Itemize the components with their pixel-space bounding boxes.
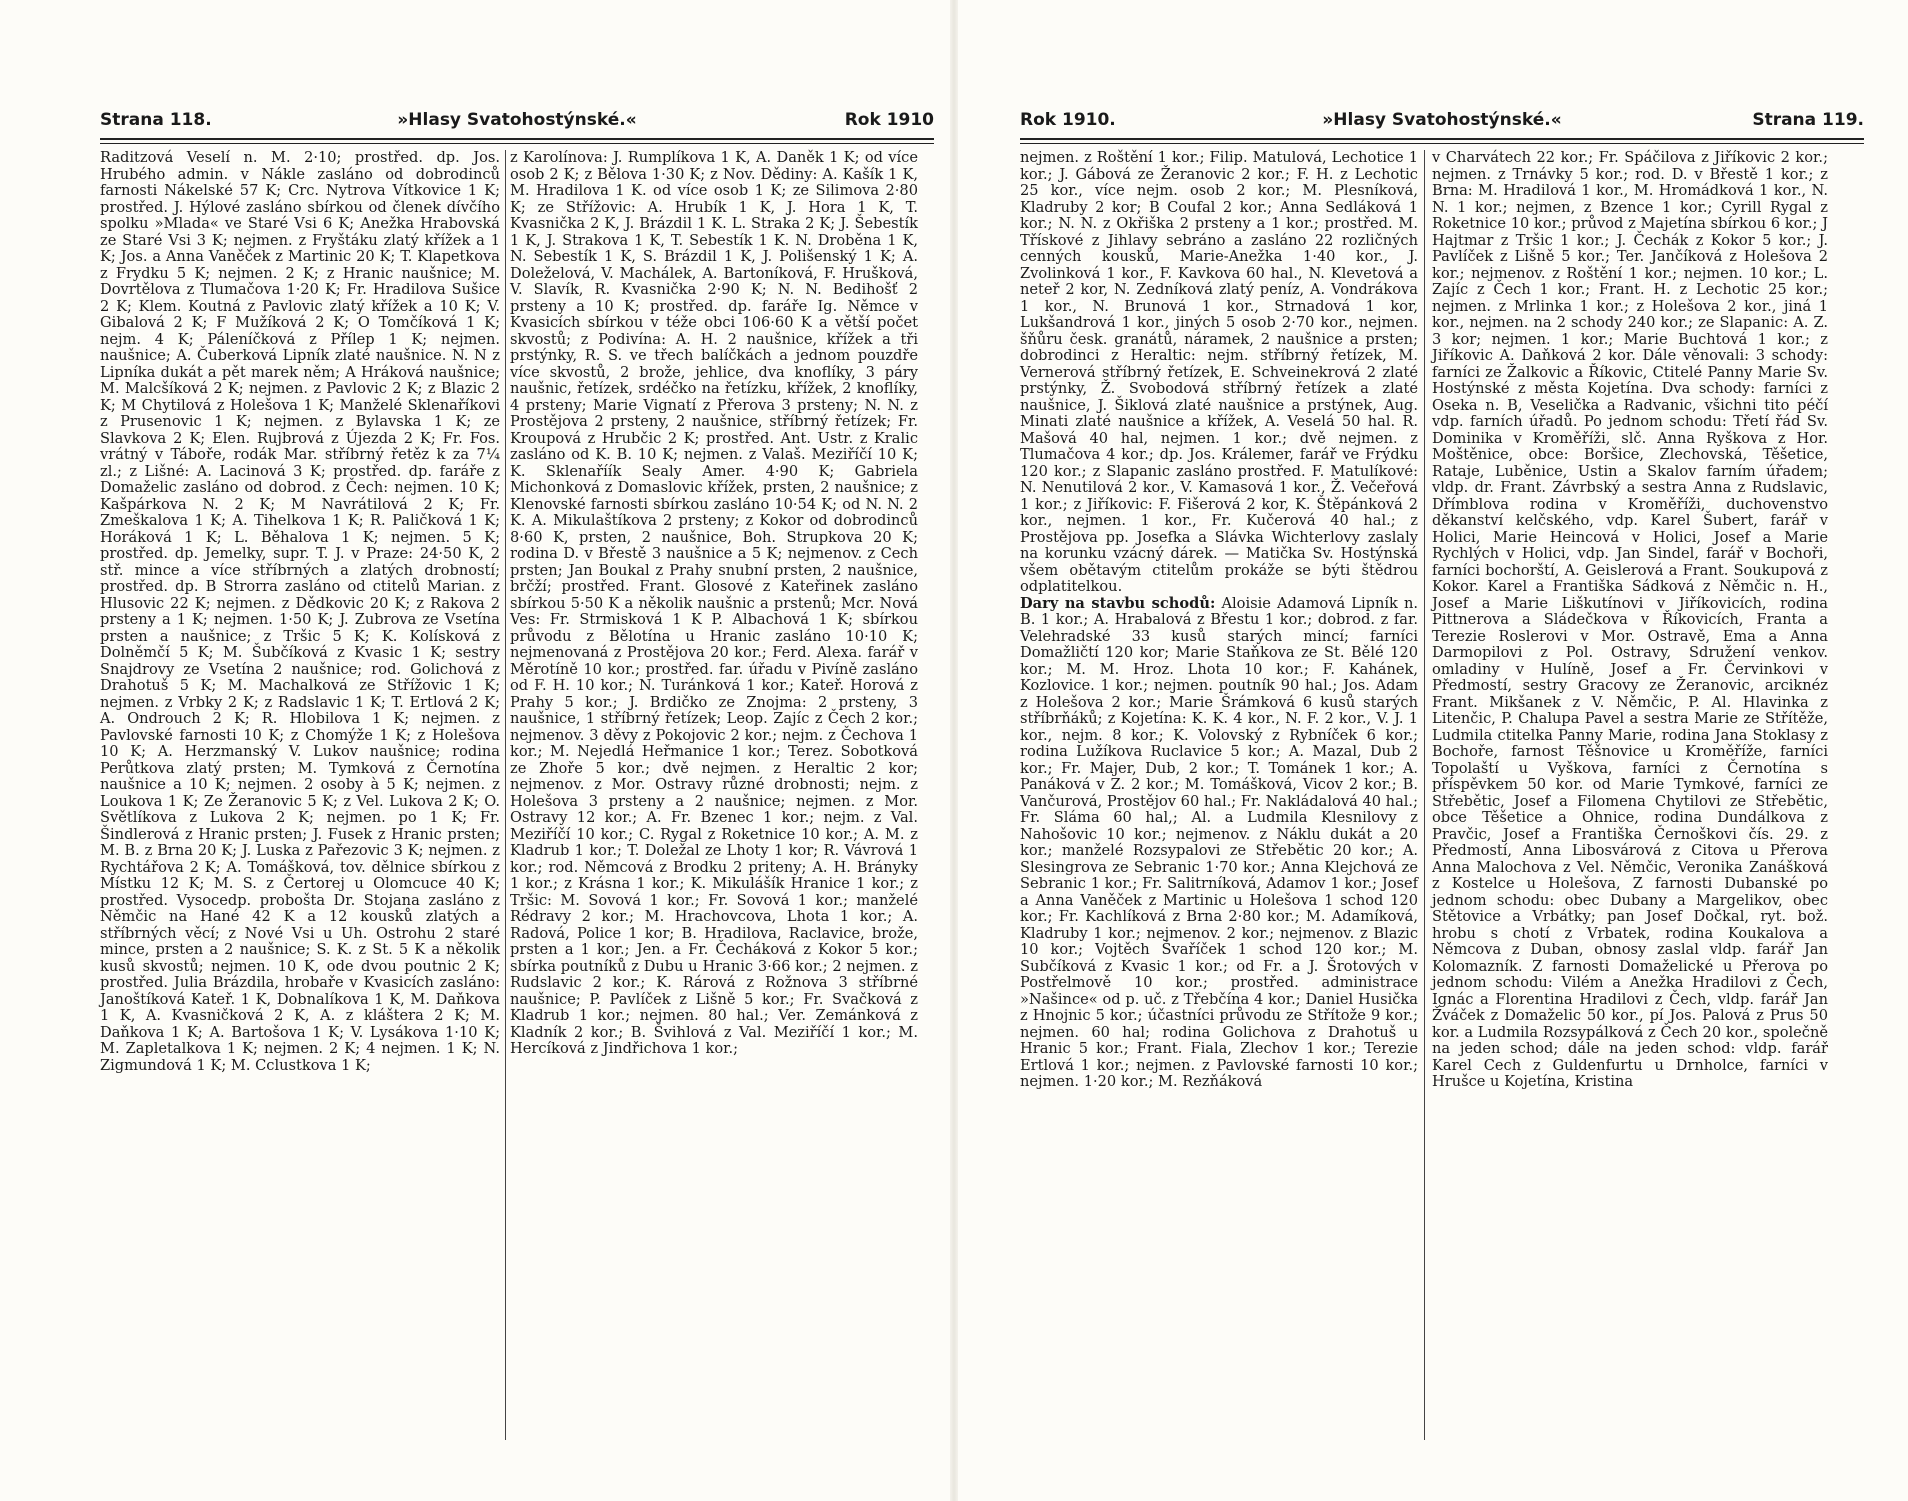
- right-page-number: Strana 119.: [1752, 110, 1864, 130]
- right-page-header: [1020, 110, 1864, 136]
- right-column-divider: [1424, 150, 1425, 1440]
- left-column-2-text: z Karolínova: J. Rumplíkova 1 K, A. Daněk 1 K; od více osob 2 K; z Bělova 1·30 K; z Nov. Dědiny: A. Kašík 1 K, M. Hradilova 1 K. od více osob 1 K; ze Silimova 2·80 K; ze Střížovic: A. Hrubík 1 K, J. Hora 1 K, T. Kvasnička 2 K, J. Brázdil 1 K. L. Straka 2 K; J. Šebestík 1 K, J. Strakova 1 K, T. Sebestík 1 K. N. Droběna 1 K, N. Sebestík 1 K, S. Brázdil 1 K, J. Polišenský 1 K; A. Doleželová, V. Machálek, A. Bartoníková, F. Hrušková, V. Slavík, R. Kvasnička 2·90 K; N. N. Bedihošť 2 prsteny a 10 K; prostřed. dp. faráře Ig. Němce v Kvasicích sbírkou v téže obci 106·60 K a větší počet skvostů; z Podivína: A. H. 2 naušnice, křížek a tři prstýnky, R. S. ve třech balíčkách a jednom pouzdře více skvostů, 2 brože, jehlice, dva knoflíky, 3 páry naušnic, řetízek, srdéčko na řetízku, křížek, 2 knoflíky, 4 prsteny; Marie Vignatí z Přerova 3 prsteny; N. N. z Prostějova 2 prsteny, 2 naušnice, stříbrný řetízek; Fr. Kroupová z Hrubčic 2 K; prostřed. Ant. Ustr. z Kralic zasláno od K. B. 10 K; nejmen. z Valaš. Meziříčí 10 K; K. Sklenaříík Sealy Amer. 4·90 K; Gabriela Michonková z Domaslovic křížek, prsten, 2 naušnice; z Klenovské farnosti sbírkou zasláno 10·54 K; od N. N. 2 K. A. Mikulaštíkova 2 prsteny; z Kokor od dobrodinců 8·60 K, prsten, 2 naušnice, Boh. Strupkova 20 K; rodina D. v Břestě 3 naušnice a 5 K; nejmenov. z Cech prsten; Jan Boukal z Prahy snubní prsten, 2 naušnice, brčží; prostřed. Frant. Glosové z Kateřinek zasláno sbírkou 5·50 K a několik naušnic a prstenů; Mcr. Nová Ves: Fr. Strmisková 1 K P. Albachová 1 K; sbírkou průvodu z Bělotína u Hranic zasláno 10·10 K; nejmenovaná z Prostějova 20 kor.; Ferd. Alexa. farář v Měrotíně 10 kor.; prostřed. far. úřadu v Pivíně zasláno od F. H. 10 kor.; N. Turánková 1 kor.; Kateř. Horová z Prahy 5 kor.; J. Brdičko ze Znojma: 2 prsteny, 3 naušnice, 1 stříbrný řetízek; Leop. Zajíc z Čech 2 kor.; nejmenov. 3 děvy z Pokojovic 2 kor.; nejm. z Čechova 1 kor.; M. Nejedlá Heřmanice 1 kor.; Terez. Sobotková ze Zhoře 5 kor.; dvě nejmen. z Heraltic 2 kor; nejmenov. z Mor. Ostravy různé drobnosti; nejm. z Holešova 3 prsteny a 2 naušnice; nejmen. z Mor. Ostravy 12 kor.; A. Fr. Bzenec 1 kor.; nejm. z Val. Meziříčí 10 kor.; C. Rygal z Roketnice 10 kor.; A. M. z Kladrub 1 kor.; T. Doležal ze Lhoty 1 kor; R. Vávrová 1 kor.; rod. Němcová z Brodku 2 priteny; A. H. Brányky 1 kor.; z Krásna 1 kor.; K. Mikulášík Hranice 1 kor.; z Tršic: M. Sovová 1 kor.; Fr. Sovová 1 kor.; manželé Rédravy 2 kor.; M. Hrachovcova, Lhota 1 kor.; A. Radová, Police 1 kor; B. Hradilova, Raclavice, brože, prsten a 1 kor.; Jen. a Fr. Čecháková z Kokor 5 kor.; sbírka poutníků z Dubu u Hranic 3·66 kor.; 2 nejmen. z Rudslavic 2 kor.; K. Rárová z Rožnova 3 stříbrné naušnice; P. Pavlíček z Lišně 5 kor.; Fr. Svačková z Kladrub 1 kor.; nejmen. 80 hal.; Ver. Zemánková z Kladník 2 kor.; B. Švihlová z Val. Meziříčí 1 kor.; M. Hercíková z Jindřichova 1 kor.;: [510, 149, 918, 1057]
- right-column-1-text-b: Aloisie Adamová Lipník n. B. 1 kor.; A. Hrabalová z Břestu 1 kor.; dobrod. z far. Velehradské 33 kusů starých mincí; farníci Domažličtí 120 kor; Marie Staňkova ze St. Bělé 120 kor.; M. M. Hroz. Lhota 10 kor.; F. Kahánek, Kozlovice. 1 kor.; nejmen. poutník 90 hal.; Jos. Adam z Holešova 2 kor.; Marie Šrámková 6 kusů starých stříbrňáků; z Kojetína: K. K. 4 kor., N. F. 2 kor., V. J. 1 kor., nejm. 8 kor.; K. Volovský z Rybníček 6 kor.; rodina Lužíkova Ruclavice 5 kor.; A. Mazal, Dub 2 kor.; Fr. Majer, Dub, 2 kor.; T. Tománek 1 kor.; A. Panáková v Z. 2 kor.; M. Tomášková, Vicov 2 kor.; B. Vančurová, Prostějov 60 hal.; Fr. Nakládalová 40 hal.; Fr. Sláma 60 hal,; Al. a Ludmila Klesnilovy z Nahošovic 10 kor.; nejmenov. z Náklu dukát a 20 kor.; manželé Rozsypalovi ze Střebětic 20 kor.; A. Slesingrova ze Sebranic 1·70 kor.; Anna Klejchová ze Sebranic 1 kor.; Fr. Salitrníková, Adamov 1 kor.; Josef a Anna Vaněček z Martinic u Holešova 1 schod 120 kor.; Fr. Kachlíková z Brna 2·80 kor.; M. Adamíková, Kladruby 1 kor.; nejmenov. 2 kor.; nejmenov. z Blazic 10 kor.; Vojtěch Švaříček 1 schod 120 kor.; M. Subčíková z Kvasic 1 kor.; od Fr. a J. Šrotových v Postřelmově 10 kor.; prostřed. administrace »Našince« od p. uč. z Třebčína 4 kor.; Daniel Husička z Hnojnic 5 kor.; účastníci průvodu ze Střítože 9 kor.; nejmen. 60 hal; rodina Golichova z Drahotuš u Hranic 5 kor.; Frant. Fiala, Zlechov 1 kor.; Terezie Ertlová 1 kor.; nejmen. z Pavlovské farnosti 10 kor.; nejmen. 1·20 kor.; M. Rezňáková: [1020, 594, 1419, 1090]
- left-column-divider: [505, 150, 506, 1440]
- left-column-2: [510, 150, 918, 1058]
- left-column-1-text: Raditzová Veselí n. M. 2·10; prostřed. dp. Jos. Hrubého admin. v Nákle zasláno od dobrodinců farnosti Nákelské 57 K; Crc. Nytrova Vítkovice 1 K; prostřed. J. Hýlové zasláno sbírkou od členek dívčího spolku »Mlada« ve Staré Vsi 6 K; Anežka Hrabovská ze Staré Vsi 3 K; nejmen. z Fryštáku zlatý křížek a 1 K; Jos. a Anna Vaněček z Martinic 20 K; T. Klapetkova z Frydku 5 K; nejmen. 2 K; z Hranic naušnice; M. Dovrtělova z Tlumačova 1·20 K; Fr. Hradilova Sušice 2 K; Klem. Koutná z Pavlovic zlatý křížek a 10 K; V. Gibalová 2 K; F Mužíková 2 K; O Tomčíková 1 K; nejm. 4 K; Páleníčková z Přílep 1 K; nejmen. naušnice; A. Čuberková Lipník zlaté naušnice. N. N z Lipníka dukát a pět marek něm; A Hráková naušnice; M. Malcšíková 2 K; nejmen. z Pavlovic 2 K; z Blazic 2 K; M Chytilová z Holešova 1 K; Manželé Sklenaříkovi z Prusenovic 1 K; nejmen. z Bylavska 1 K; ze Slavkova 2 K; Elen. Rujbrová z Újezda 2 K; Fr. Fos. vrátný v Táboře, rodák Mar. stříbrný řetěz k za 7¼ zl.; z Lišné: A. Lacinová 3 K; prostřed. dp. faráře z Domaželic zasláno od dobrod. z Čech: nejmen. 10 K; Kašpárkova N. 2 K; M Navrátilová 2 K; Fr. Zmeškalova 1 K; A. Tihelkova 1 K; R. Paličková 1 K; Horáková 1 K; L. Běhalova 1 K; nejmen. 5 K; prostřed. dp. Jemelky, supr. T. J. v Praze: 24·50 K, 2 stř. mince a více stříbrných a zlatých drobností; prostřed. dp. B Strorra zasláno od ctitelů Marian. z Hlusovic 22 K; nejmen. z Dědkovic 20 K; z Rakova 2 prsteny a 1 K; nejmen. 1·50 K; J. Zubrova ze Vsetína prsten a naušnice; z Tršic 5 K; K. Kolísková z Dolněmčí 5 K; M. Šubčíková z Kvasic 1 K; sestry Snajdrovy ze Vsetína 2 naušnice; rod. Golichová z Drahotuš 5 K; M. Machalková ze Střížovic 1 K; nejmen. z Vrbky 2 K; z Radslavic 1 K; T. Ertlová 2 K; A. Ondrouch 2 K; R. Hlobilova 1 K; nejmen. z Pavlovské farnosti 10 K; z Chomýže 1 K; z Holešova 10 K; A. Herzmanský V. Lukov naušnice; rodina Perůtkova zlatý prsten; M. Tymková z Černotína naušnice a 10 K; nejmen. 2 osoby à 5 K; nejmen. z Loukova 1 K; Ze Žeranovic 5 K; z Vel. Lukova 2 K; O. Světlíkova z Lukova 2 K; nejmen. po 1 K; Fr. Šindlerová z Hranic prsten; J. Fusek z Hranic prsten; M. B. z Brna 20 K; J. Luska z Pařezovic 3 K; nejmen. z Rychtářova 2 K; A. Tomášková, tov. dělnice sbírkou z Místku 12 K; M. S. z Čertorej u Olomcuce 40 K; prostřed. Vysocedp. probošta Dr. Stojana zasláno z Němčic na Hané 42 K a 12 kousků zlatých a stříbrných věcí; z Nové Vsi u Uh. Ostrohu 2 staré mince, prsten a 2 naušnice; S. K. z St. 5 K a několik kusů skvostů; nejmen. 10 K, ode dvou poutnic 2 K; prostřed. Julia Brázdila, hrobaře v Kvasicích zasláno: Janoštíková Kateř. 1 K, Dobnalíkova 1 K, M. Daňkova 1 K, A. Kvasničková 2 K, A. z kláštera 2 K; M. Daňkova 1 K; A. Bartošova 1 K; V. Lysákova 1·10 K; M. Zapletalkova 1 K; nejmen. 2 K; 4 nejmen. 1 K; N. Zigmundová 1 K; M. Cclustkova 1 K;: [100, 149, 500, 1074]
- right-year: Rok 1910.: [1020, 110, 1116, 130]
- left-year: Rok 1910: [844, 110, 934, 130]
- right-column-1-text-a: nejmen. z Roštění 1 kor.; Filip. Matulová, Lechotice 1 kor.; J. Gábová ze Žeranovic 2 kor.; F. H. z Lechotic 25 kor., více nejm. osob 2 kor.; M. Plesníková, Kladruby 2 kor; B Coufal 2 kor.; Anna Sedláková 1 kor.; N. N. z Okřiška 2 prsteny a 1 kor.; prostřed. M. Třískové z Jihlavy sebráno a zasláno 22 rozličných cenných kousků, Marie-Anežka 1·40 kor., J. Zvolinková 1 kor., F. Kavkova 60 hal., N. Klevetová a neteř 2 kor, N. Zedníková zlatý peníz, A. Vondrákova 1 kor., N. Brunová 1 kor., Strnadová 1 kor, Lukšandrová 1 kor., jiných 5 osob 2·70 kor., nejmen. šňůru česk. granátů, náramek, 2 naušnice a prsten; dobrodinci z Heraltic: nejm. stříbrný řetízek, M. Vernerová stříbrný řetízek, E. Schveinekrová 2 zlaté prstýnky, Ž. Svobodová stříbrný řetízek a zlaté naušnice, J. Šiklová zlaté naušnice a prstýnek, Aug. Minati zlaté naušnice a křížek, A. Veselá 50 hal. R. Mašová 40 hal, nejmen. 1 kor.; dvě nejmen. z Tlumačova 4 kor.; dp. Jos. Králemer, farář ve Frýdku 120 kor.; z Slapanic zasláno prostřed. F. Matulíkové: N. Nenutilová 2 kor., V. Kamasová 1 kor., Ž. Večeřová 1 kor.; z Jiříkovic: F. Fišerová 2 kor, K. Štěpánková 2 kor., nejmen. 1 kor., Fr. Kučerová 40 hal.; z Prostějova pp. Josefka a Slávka Wichterlovy zaslaly na korunku vzácný dárek. — Matička Sv. Hostýnská všem obětavým ctitelům prokáže se býti štědrou odplatitelkou.: [1020, 149, 1418, 595]
- right-header-rule: [1020, 138, 1864, 144]
- left-page-number: Strana 118.: [100, 110, 212, 130]
- left-column-1: [100, 150, 500, 1074]
- right-column-2-text: v Charvátech 22 kor.; Fr. Spáčilova z Jiříkovic 2 kor.; nejmen. z Trnávky 5 kor.; rod. D. v Břestě 1 kor.; z Brna: M. Hradilová 1 kor., M. Hromádková 1 kor., N. N. 1 kor.; nejmen, z Bzence 1 kor.; Cyrill Rygal z Roketnice 10 kor.; průvod z Majetína sbírkou 6 kor.; J Hajtmar z Tršic 1 kor.; J. Čechák z Kokor 5 kor.; J. Pavlíček z Lišně 5 kor.; Ter. Jančíková z Holešova 2 kor.; nejmenov. z Roštění 1 kor.; nejmen. 10 kor.; L. Zajíc z Čech 1 kor.; Frant. H. z Lechotic 25 kor.; nejmen. z Mrlinka 1 kor.; z Holešova 2 kor., jiná 1 kor., nejmen. na 2 schody 240 kor.; ze Slapanic: A. Z. 3 kor; nejmen. 1 kor.; Marie Buchtová 1 kor.; z Jiříkovic A. Daňková 2 kor. Dále věnovali: 3 schody: farníci ze Žalkovic a Říkovic, Ctitelé Panny Marie Sv. Hostýnské z města Kojetína. Dva schody: farníci z Oseka n. B, Veselička a Radvanic, všichni tito péčí vdp. farních úřadů. Po jednom schodu: Třetí řád Sv. Dominika v Kroměříži, slč. Anna Ryškova z Hor. Moštěnice, obce: Boršice, Zlechovská, Těšetice, Rataje, Luběnice, Ustin a Skalov farním úřadem; vldp. dr. Frant. Závrbský a sestra Anna z Rudslavic, Dřímblova rodina v Kroměříži, duchovenstvo děkanství kelčského, vdp. Karel Šubert, farář v Holici, Marie Heincová v Holici, Josef a Marie Rychlých v Holici, vdp. Jan Sindel, farář v Bochoři, farníci bochorští, A. Geislerová a Frant. Soukupová z Kokor. Karel a Františka Sádková z Němčic n. H., Josef a Marie Liškutínovi v Jiříkovicích, rodina Pittnerova a Sládečkova v Říkovicích, Franta a Terezie Roslerovi v Mor. Ostravě, Ema a Anna Darmopilovi z Pol. Ostravy, Sdružení venkov. omladiny v Hulíně, Josef a Fr. Červinkovi v Předmostí, sestry Gracovy ze Žeranovic, arciknéz Frant. Mikšanek z V. Němčic, P. Al. Hlavinka z Litenčic, P. Chalupa Pavel a sestra Marie ze Střítěže, Ludmila ctitelka Panny Marie, rodina Jana Stoklasy z Bochoře, farnost Těšnovice u Kroměříže, farníci Topolaští u Vyškova, farníci z Černotína s příspěvkem 50 kor. od Marie Tymkové, farníci ze Střebětic, Josef a Filomena Chytilovi ze Střebětic, obce Těšetice a Ohnice, rodina Dundálkova z Pravčic, Josef a Františka Černoškovi čís. 29. z Předmostí, Anna Libosvárová z Citova u Přerova Anna Malochova z Vel. Němčic, Veronika Zanášková z Kostelce u Holešova, Z farnosti Dubanské po jednom schodu: obec Dubany a Margelikov, obec Stětovice a Vrbátky; pan Josef Dočkal, ryt. bož. hrobu s chotí z Vrbatek, rodina Koukalova a Němcova z Duban, obnosy zaslal vldp. farář Jan Kolomazník. Z farnosti Domaželické u Přerova po jednom schodu: Vilém a Anežka Hradilovi z Čech, Ignác a Florentina Hradilovi z Čech, vldp. farář Jan Žváček z Domaželic 50 kor., pí Jos. Palová z Prus 50 kor. a Ludmila Rozsypálková z Čech 20 kor., společně na jeden schod; dále na jeden schod: vldp. farář Karel Cech z Guldenfurtu u Drnholce, farníci v Hrušce u Kojetína, Kristina: [1432, 149, 1828, 1090]
- right-magazine-title: »Hlasy Svatohostýnské.«: [1322, 110, 1562, 130]
- right-column-1: [1020, 150, 1418, 1091]
- right-column-2: [1432, 150, 1828, 1091]
- left-header-rule: [100, 138, 934, 144]
- stairs-donations-heading: Dary na stavbu schodů:: [1020, 594, 1216, 612]
- left-page-header: [100, 110, 934, 136]
- right-page: [954, 0, 1908, 1501]
- right-column-1-paragraph-b: [1020, 596, 1418, 1091]
- left-magazine-title: »Hlasy Svatohostýnské.«: [397, 110, 637, 130]
